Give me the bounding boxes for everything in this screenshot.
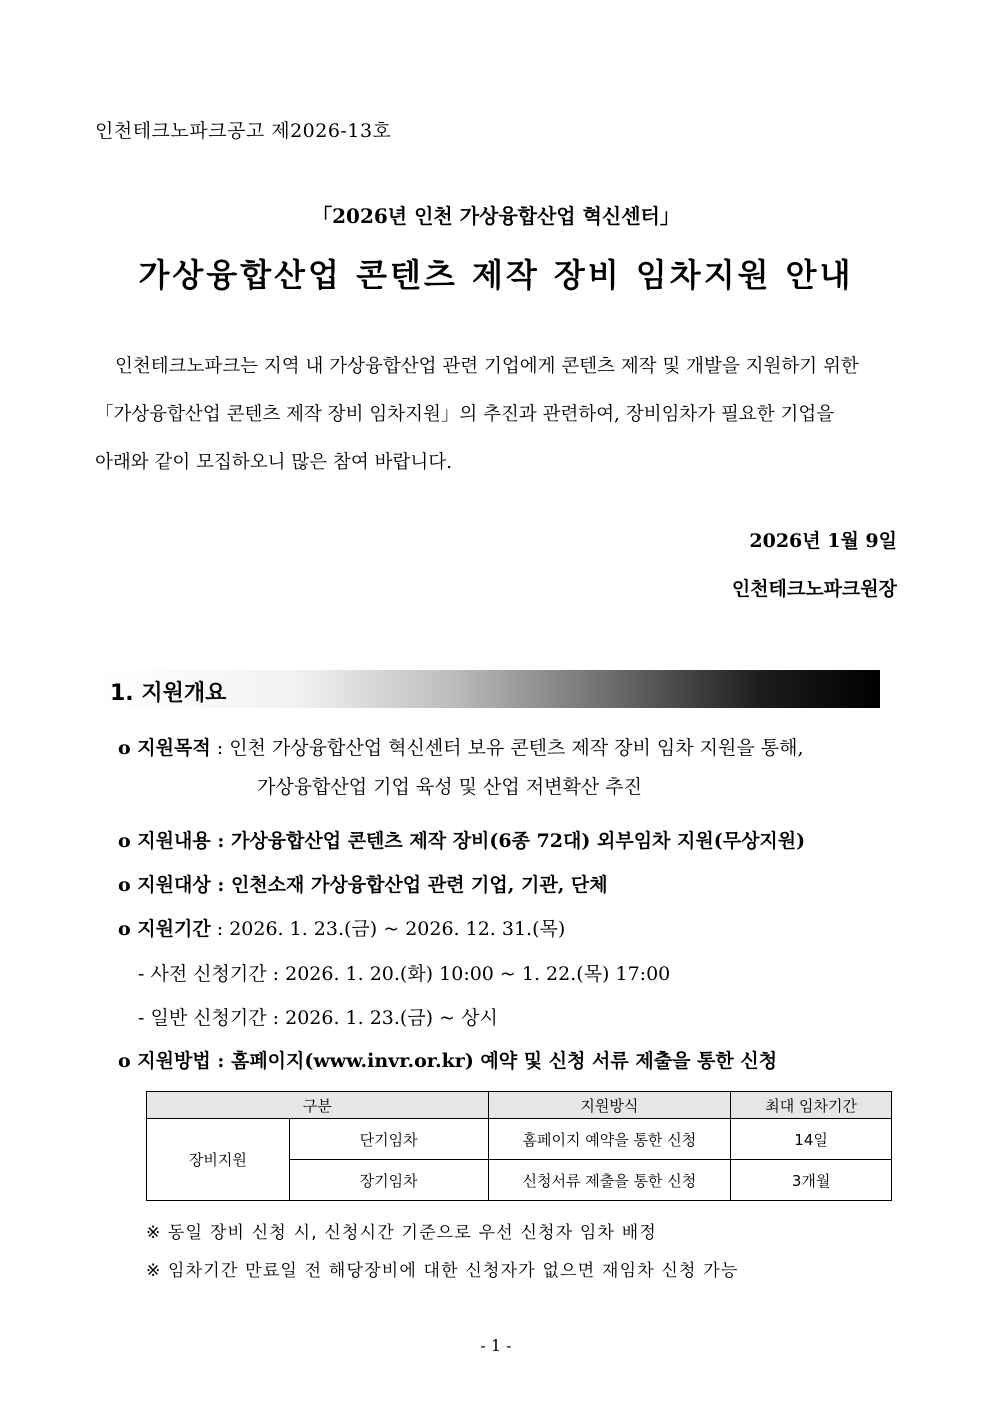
purpose-sep: : [210,737,230,759]
notice-number: 인천테크노파크공고 제2026-13호 [95,120,392,142]
purpose-label: o 지원목적 [118,737,211,759]
general-application-period: - 일반 신청기간 : 2026. 1. 23.(금) ~ 상시 [138,1007,498,1029]
intro-line-2: 「가상융합산업 콘텐츠 제작 장비 임차지원」의 추진과 관련하여, 장비임차가 필요한 기업을 [95,404,835,425]
type-cell: 단기임차 [289,1119,488,1160]
period-cell: 14일 [731,1119,892,1160]
table-row [147,1119,892,1160]
section-heading: 1. 지원개요 [110,681,227,706]
purpose-item [118,733,804,760]
header-max-period: 최대 임차기간 [731,1092,892,1119]
purpose-line-1: 인천 가상융합산업 혁신센터 보유 콘텐츠 제작 장비 임차 지원을 통해, [229,737,804,759]
method-value: : 홈페이지(www.invr.or.kr) 예약 및 신청 서류 제출을 통한 신청 [210,1050,778,1072]
support-table [146,1091,892,1201]
document-title: 가상융합산업 콘텐츠 제작 장비 임차지원 안내 [138,256,854,294]
purpose-line-2: 가상융합산업 기업 육성 및 산업 저변확산 추진 [257,776,642,798]
intro-paragraph [95,343,897,487]
signer: 인천테크노파크원장 [731,578,897,600]
period-value: : 2026. 1. 23.(금) ~ 2026. 12. 31.(목) [210,918,566,940]
target-item [118,870,608,897]
target-label: o 지원대상 [118,874,211,896]
period-item [118,914,565,941]
method-item [118,1046,777,1073]
period-cell: 3개월 [731,1160,892,1201]
content-item [118,826,805,853]
section-heading-bar [100,670,880,708]
header-method: 지원방식 [488,1092,731,1119]
document-subtitle: 「2026년 인천 가상융합산업 혁신센터」 [312,204,680,228]
period-label: o 지원기간 [118,918,211,940]
content-label: o 지원내용 [118,830,211,852]
intro-line-3: 아래와 같이 모집하오니 많은 참여 바랍니다. [95,452,452,473]
method-cell: 신청서류 제출을 통한 신청 [488,1160,731,1201]
method-cell: 홈페이지 예약을 통한 신청 [488,1119,731,1160]
page-number: - 1 - [480,1336,512,1355]
intro-line-1: 인천테크노파크는 지역 내 가상융합산업 관련 기업에게 콘텐츠 제작 및 개발을 지원하기 위한 [115,356,859,377]
header-category: 구분 [147,1092,489,1119]
pre-application-period: - 사전 신청기간 : 2026. 1. 20.(화) 10:00 ~ 1. 22.(목) 17:00 [138,963,671,985]
table-header-row [147,1092,892,1119]
target-value: : 인천소재 가상융합산업 관련 기업, 기관, 단체 [210,874,608,896]
method-label: o 지원방법 [118,1050,211,1072]
note-1: ※ 동일 장비 신청 시, 신청시간 기준으로 우선 신청자 임차 배정 [146,1223,658,1243]
content-value: : 가상융합산업 콘텐츠 제작 장비(6종 72대) 외부임차 지원(무상지원) [210,830,806,852]
announcement-date: 2026년 1월 9일 [749,530,897,552]
group-cell: 장비지원 [147,1119,290,1201]
note-2: ※ 임차기간 만료일 전 해당장비에 대한 신청자가 없으면 재임차 신청 가능 [146,1261,739,1281]
type-cell: 장기임차 [289,1160,488,1201]
